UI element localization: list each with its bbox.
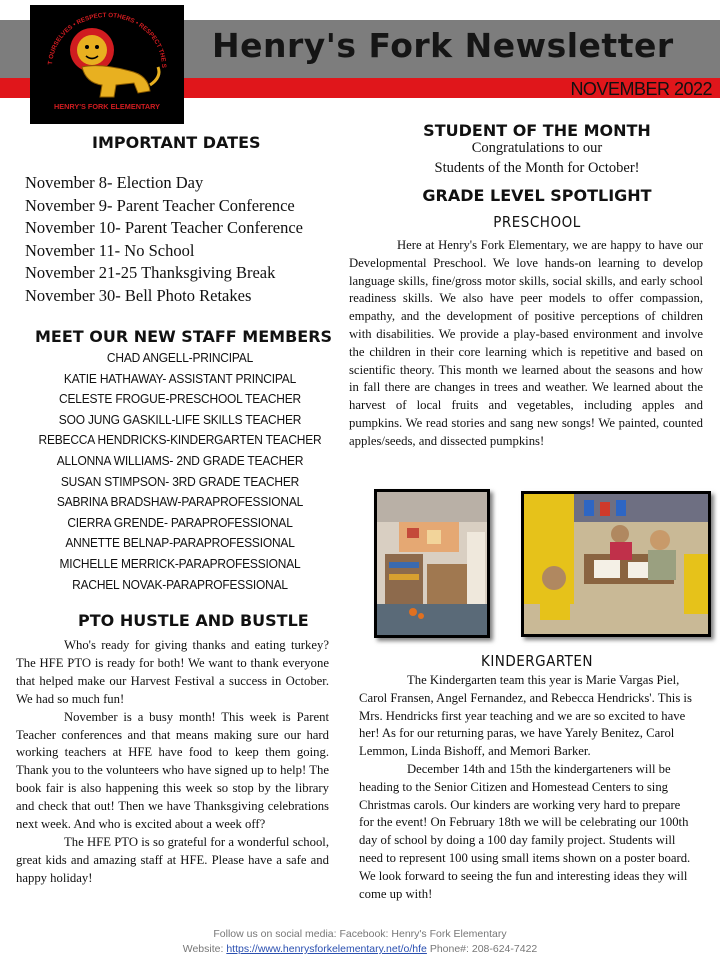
issue-month: NOVEMBER 2022	[570, 79, 712, 99]
pto-article	[16, 637, 329, 888]
footer-contact	[0, 943, 720, 955]
preschool-article	[349, 237, 703, 451]
important-dates-list	[25, 172, 345, 307]
school-logo	[30, 5, 184, 124]
pto-paragraph: Who's ready for giving thanks and eating turkey? The HFE PTO is ready for both! We want to thank everyone that helped make our Harvest Festival a success in October. We had so much fun!	[16, 638, 329, 706]
staff-member: ANNETTE BELNAP-PARAPROFESSIONAL	[65, 535, 295, 551]
date-item: November 21-25 Thanksgiving Break	[25, 263, 276, 282]
newsletter-title: Henry's Fork Newsletter	[212, 26, 674, 65]
lion-mascot-icon	[30, 5, 184, 124]
date-item: November 11- No School	[25, 240, 195, 260]
staff-member: ALLONNA WILLIAMS- 2ND GRADE TEACHER	[56, 452, 304, 468]
som-line: Congratulations to our	[471, 140, 603, 156]
phone-number: Phone#: 208-624-7422	[426, 943, 538, 955]
pto-heading: PTO HUSTLE AND BUSTLE	[78, 611, 309, 630]
spotlight-heading: GRADE LEVEL SPOTLIGHT	[422, 186, 652, 205]
date-item: November 30- Bell Photo Retakes	[25, 285, 252, 305]
date-item: November 10- Parent Teacher Conference	[25, 218, 303, 237]
classroom-image-icon	[377, 492, 487, 635]
staff-member: KATIE HATHAWAY- ASSISTANT PRINCIPAL	[63, 370, 297, 386]
kindergarten-paragraph: December 14th and 15th the kindergarteners will be heading to the Senior Citizen and Homestead Centers to sing Christmas carols. Our kinders are working very hard to prepare for the event! On February 18th we will be celebrating our 100th day of school by doing a 100 day family project. Students will need to represent 100 using small items shown on a poster board. We look forward to seeing the fun and interesting ideas they will come up with!	[359, 761, 691, 901]
pto-paragraph: The HFE PTO is so grateful for a wonderful school, great kids and amazing staff at HFE. Please have a safe and happy holiday!	[16, 834, 329, 885]
kindergarten-article	[359, 672, 697, 903]
staff-member: SABRINA BRADSHAW-PARAPROFESSIONAL	[56, 494, 304, 510]
staff-member: CIERRA GRENDE- PARAPROFESSIONAL	[67, 514, 293, 530]
date-item: November 8- Election Day	[25, 173, 204, 192]
staff-member: CELESTE FROGUE-PRESCHOOL TEACHER	[58, 391, 301, 407]
som-line: Students of the Month for October!	[434, 160, 640, 176]
staff-member: RACHEL NOVAK-PARAPROFESSIONAL	[72, 576, 288, 592]
staff-list	[16, 348, 344, 595]
staff-heading: MEET OUR NEW STAFF MEMBERS	[35, 327, 333, 346]
important-dates-heading: IMPORTANT DATES	[92, 133, 261, 152]
staff-member: CHAD ANGELL-PRINCIPAL	[106, 350, 254, 365]
staff-member: SOO JUNG GASKILL-LIFE SKILLS TEACHER	[58, 411, 302, 427]
logo-motto: T OURSELVES • RESPECT OTHERS • RESPECT THE S	[47, 11, 168, 69]
preschool-paragraph: Here at Henry's Fork Elementary, we are happy to have our Developmental Preschool. We love hands-on learning to develop language skills, fine/gross motor skills, social skills, and early school readiness skills. We also have peer models to offer compassion, empathy, and the development of positive perceptions of children with disabilities. We provide a play-based environment and involve the children in their core learning which is repetitive and based on scientific theory. This month we learned about the seasons and how in fall there are changes in trees and weather. We learned about the harvest of local fruits and vegetables, including apples and pumpkins. We read stories and sang new songs! We painted, counted apples/seeds, and dissected pumpkins!	[349, 238, 703, 448]
staff-member: REBECCA HENDRICKS-KINDERGARTEN TEACHER	[38, 432, 322, 448]
preschool-heading: PRESCHOOL	[493, 213, 581, 231]
staff-member: MICHELLE MERRICK-PARAPROFESSIONAL	[59, 555, 301, 571]
children-painting-image-icon	[524, 494, 708, 634]
staff-member: SUSAN STIMPSON- 3RD GRADE TEACHER	[60, 473, 300, 489]
preschool-activity-photo	[521, 491, 711, 637]
date-item: November 9- Parent Teacher Conference	[25, 195, 295, 215]
kindergarten-heading: KINDERGARTEN	[480, 652, 594, 670]
kindergarten-paragraph: The Kindergarten team this year is Marie Vargas Piel, Carol Fransen, Angel Fernandez, and Rebecca Hendricks'. This is Mrs. Hendricks first year teaching and we are so excited to have her! As for our returning paras, we have Yarely Benitez, Carol Lemmon, Linda Bishoff, and Memori Barker.	[359, 673, 692, 759]
preschool-classroom-photo	[374, 489, 490, 638]
website-link[interactable]: https://www.henrysforkelementary.net/o/hfe	[226, 943, 427, 955]
footer-social: Follow us on social media: Facebook: Henry's Fork Elementary	[213, 928, 507, 940]
website-label: Website:	[182, 943, 227, 955]
pto-paragraph: November is a busy month! This week is Parent Teacher conferences and that means making sure our hard working teachers at HFE have food to keep them going. Thank you to the volunteers who have signed up to help! The book fair is also happening this week so stop by the library and check that out! Then we have Thanksgiving celebrations next week. And who is excited about a week off?	[16, 709, 329, 832]
student-of-month-text	[352, 138, 720, 178]
student-of-month-heading: STUDENT OF THE MONTH	[423, 121, 651, 140]
logo-school-name: HENRY'S FORK ELEMENTARY	[53, 102, 161, 111]
